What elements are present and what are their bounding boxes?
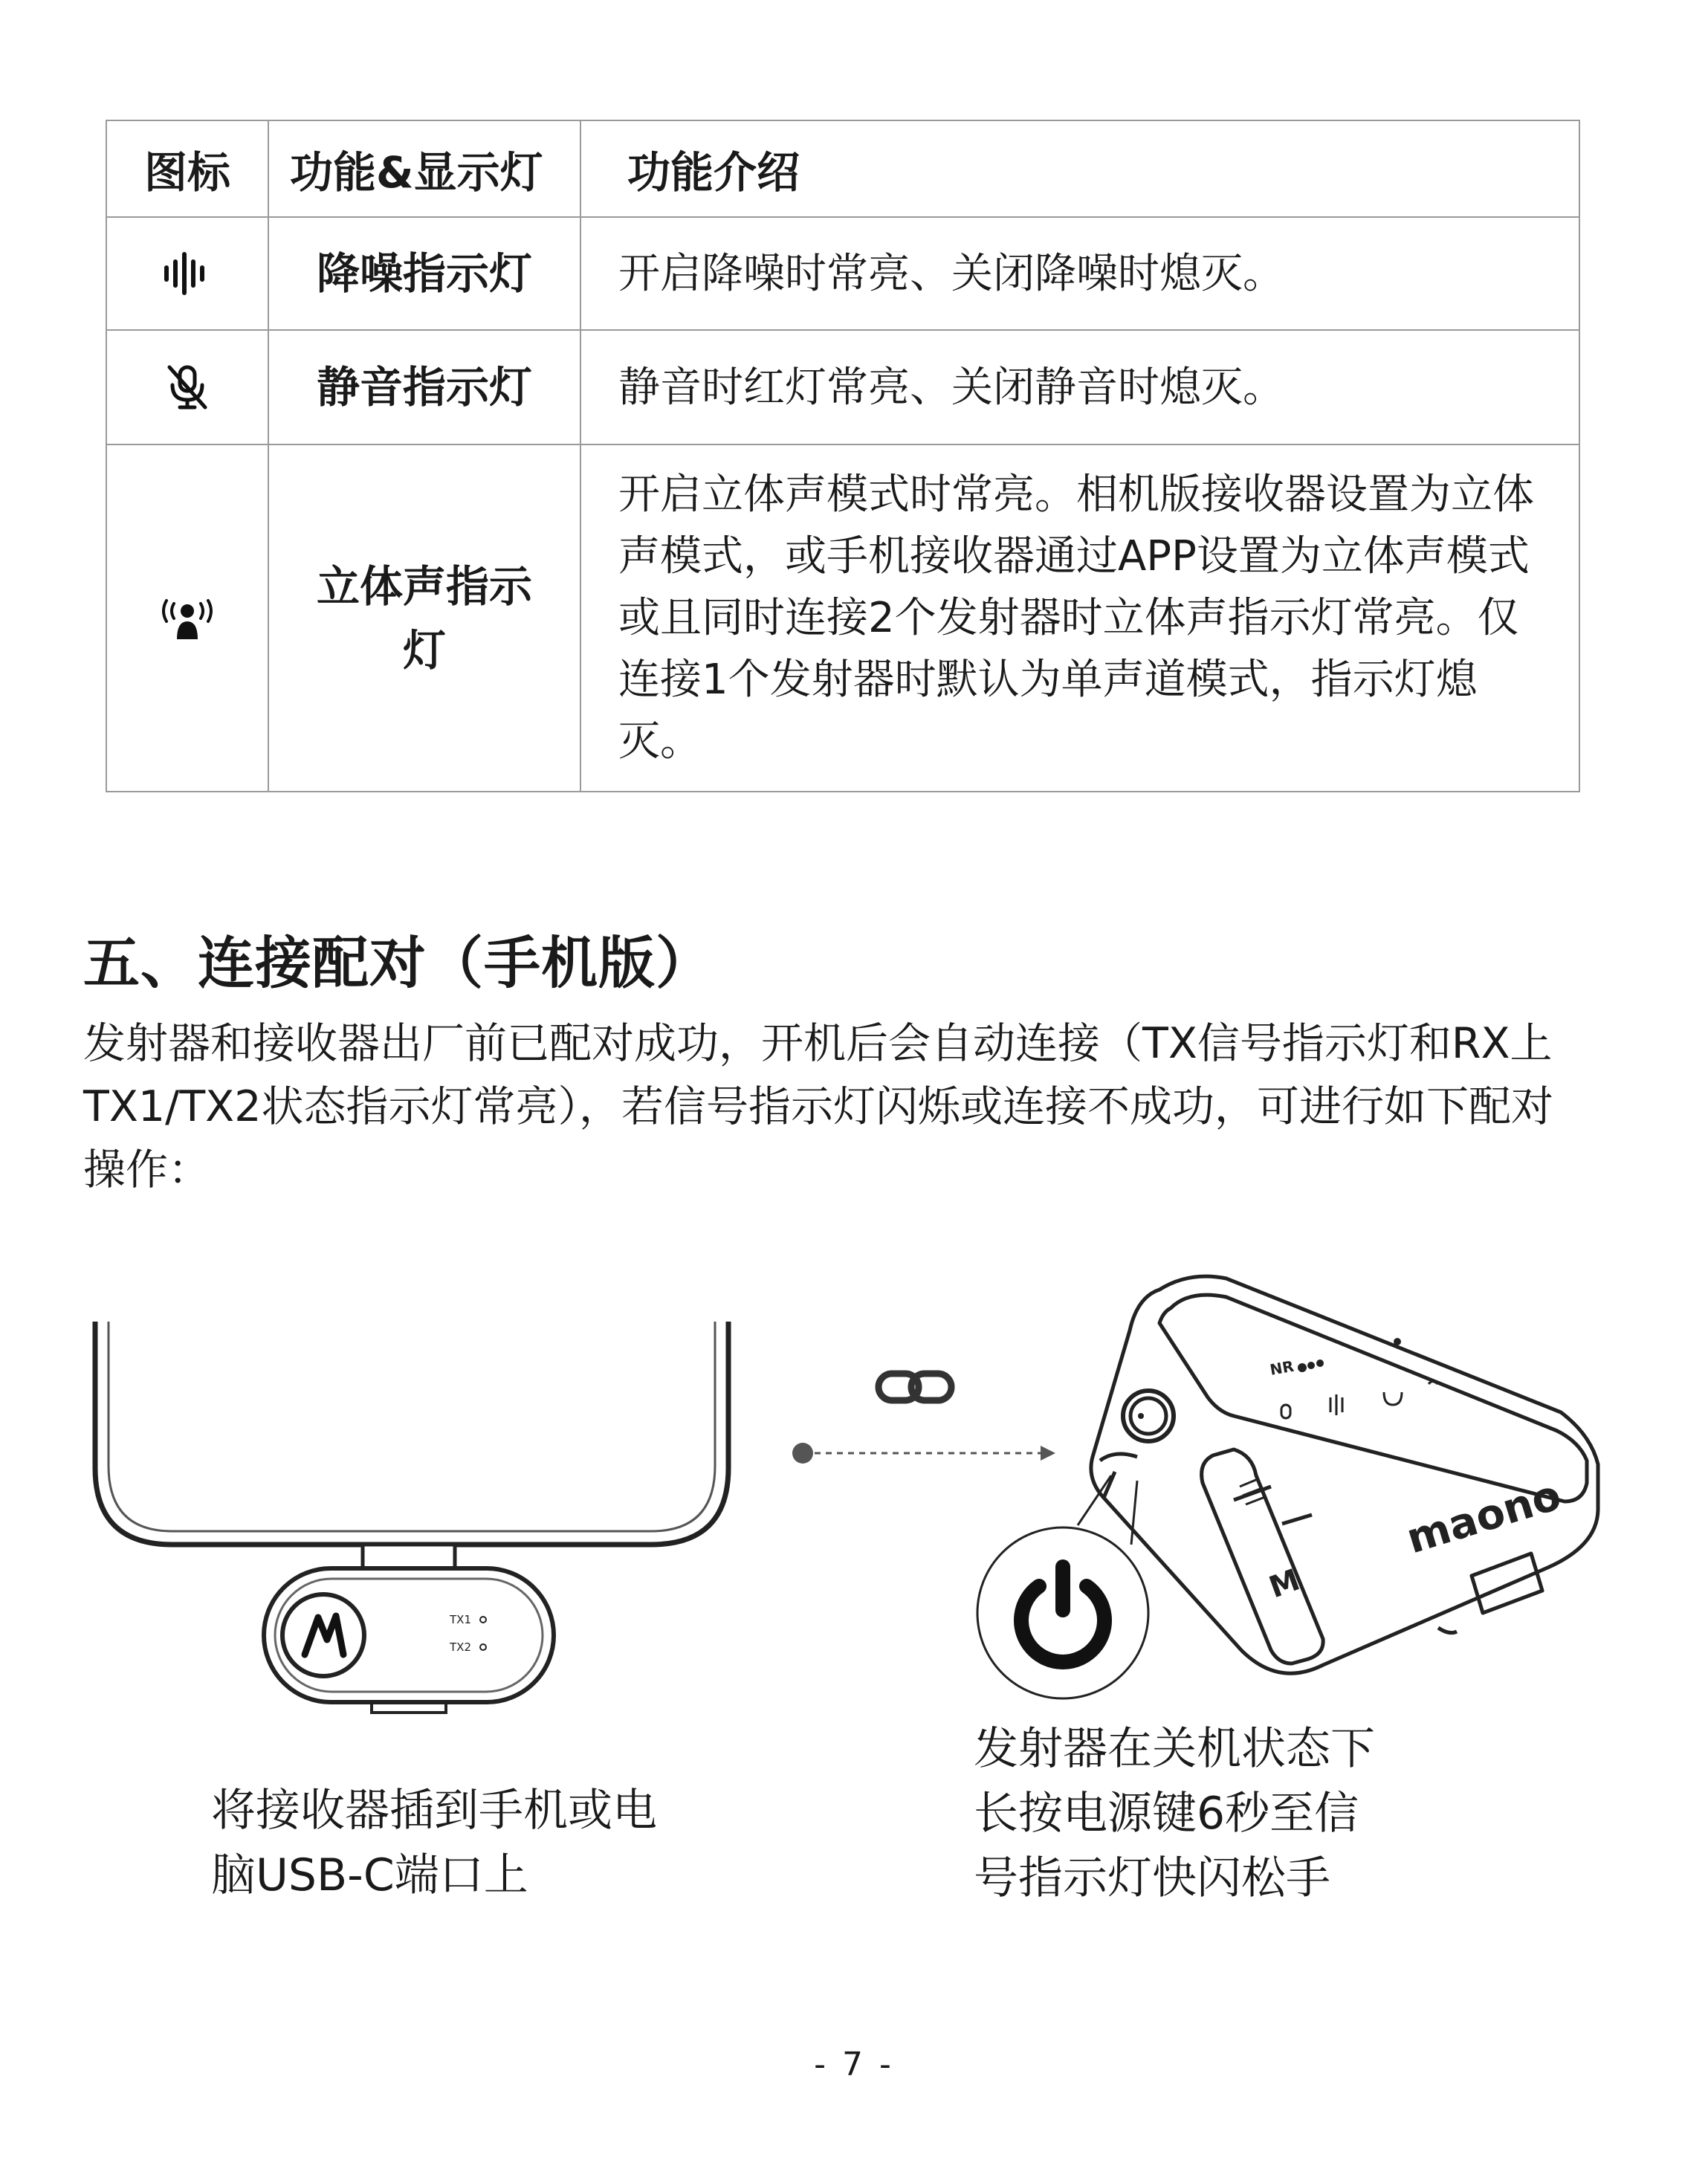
noise-reduction-icon — [161, 251, 214, 296]
pairing-illustration — [0, 1264, 1708, 1784]
stereo-function-label: 立体声指示灯 — [316, 560, 532, 676]
link-icon — [879, 1374, 951, 1400]
table-header-row — [106, 120, 1579, 217]
section-title: 五、连接配对（手机版） — [83, 930, 713, 996]
cell-description: 开启立体声模式时常亮。相机版接收器设置为立体声模式，或手机接收器通过APP设置为立体声模式或且同时连接2个发射器时立体声指示灯常亮。仅连接1个发射器时默认为单声道模式，指示灯熄灭。 — [580, 444, 1579, 792]
cell-icon — [106, 330, 268, 444]
cell-icon — [106, 444, 268, 792]
header-icon: 图标 — [106, 120, 268, 217]
cell-description: 静音时红灯常亮、关闭静音时熄灭。 — [580, 330, 1579, 444]
mode-key-label: M — [1264, 1562, 1304, 1606]
receiver-icon — [264, 1545, 554, 1713]
table-row — [106, 217, 1579, 330]
header-description: 功能介绍 — [580, 120, 1579, 217]
caption-left: 将接收器插到手机或电脑USB-C端口上 — [211, 1785, 657, 1901]
table-row — [106, 444, 1579, 792]
nr-label: NR — [1268, 1357, 1295, 1379]
phone-outline — [95, 1322, 728, 1545]
brand-logo: maono — [1401, 1470, 1567, 1564]
function-table — [106, 120, 1580, 792]
cell-function: 静音指示灯 — [268, 330, 580, 444]
table-row — [106, 330, 1579, 444]
stereo-icon — [158, 596, 217, 641]
transmitter-icon — [1091, 1276, 1598, 1673]
header-function: 功能&显示灯 — [268, 120, 580, 217]
cell-icon — [106, 217, 268, 330]
tx1-label: TX1 — [450, 1613, 471, 1626]
section-intro: 发射器和接收器出厂前已配对成功，开机后会自动连接（TX信号指示灯和RX上TX1/TX2状态指示灯常亮），若信号指示灯闪烁或连接不成功，可进行如下配对操作： — [83, 1019, 1553, 1194]
caption-right: 发射器在关机状态下长按电源键6秒至信号指示灯快闪松手 — [974, 1723, 1375, 1904]
cell-function — [268, 444, 580, 792]
tx2-label: TX2 — [450, 1640, 471, 1654]
page-number: - 7 - — [814, 2046, 894, 2083]
mute-mic-icon — [164, 363, 211, 412]
cell-description: 开启降噪时常亮、关闭降噪时熄灭。 — [580, 217, 1579, 330]
cell-function: 降噪指示灯 — [268, 217, 580, 330]
